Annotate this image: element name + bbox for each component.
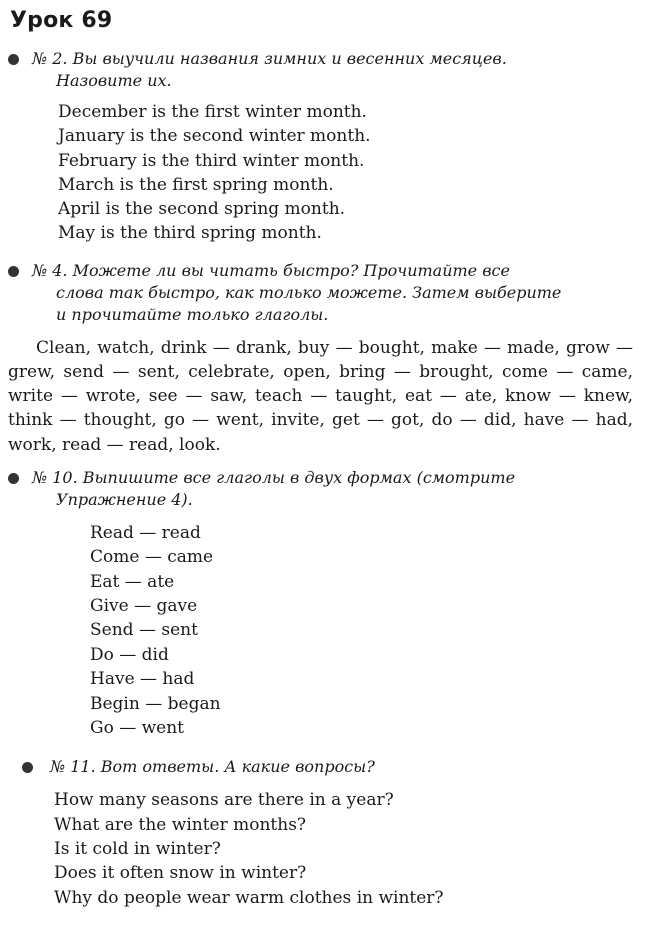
task-11: [8, 756, 633, 909]
task-2-lines: [58, 100, 633, 246]
task-2-number: № 2.: [32, 49, 68, 68]
verb-pair: Come — came: [90, 547, 214, 568]
task-4-heading-line-1: Можете ли вы читать быстро? Прочитайте все: [72, 260, 510, 280]
verb-pair: Give — gave: [90, 596, 198, 617]
lesson-title: Урок 69: [10, 8, 113, 33]
text-line: December is the first winter month.: [58, 102, 367, 122]
task-4-heading-line-2: слова так быстро, как только можете. Затем выберите: [56, 282, 562, 302]
task-4-heading-line-3: и прочитайте только глаголы.: [56, 304, 329, 324]
verb-pair: Do — did: [90, 644, 169, 665]
task-10-heading-line-1: Выпишите все глаголы в двух формах (смотрите: [82, 467, 516, 487]
question-line: Does it often snow in winter?: [54, 863, 307, 884]
verb-pair: Send — sent: [90, 620, 198, 641]
bullet-icon: [22, 762, 33, 773]
task-4-heading: [32, 260, 633, 326]
text-line: January is the second winter month.: [58, 126, 371, 147]
question-line: How many seasons are there in a year?: [54, 790, 394, 811]
text-line: April is the second spring month.: [58, 199, 346, 220]
task-11-heading: [50, 756, 633, 778]
verb-pair: Read — read: [90, 522, 201, 543]
bullet-icon: [8, 54, 19, 65]
text-line: May is the third spring month.: [58, 223, 322, 244]
task-11-heading-text: Вот ответы. А какие вопросы?: [100, 757, 375, 777]
task-10: [8, 467, 633, 741]
task-2-heading-line-1: Вы выучили названия зимних и весенних месяцев.: [72, 49, 507, 68]
text-line: February is the third winter month.: [58, 150, 365, 171]
task-4-number: № 4.: [32, 260, 68, 280]
task-2-heading-line-2: Назовите их.: [56, 71, 172, 90]
task-11-number: № 11.: [50, 757, 96, 777]
verb-pair: Begin — began: [90, 693, 221, 714]
question-line: Why do people wear warm clothes in winter?: [54, 887, 444, 908]
question-line: Is it cold in winter?: [54, 839, 221, 860]
task-2: [8, 48, 633, 246]
task-2-heading: [32, 48, 633, 92]
task-10-number: № 10.: [32, 467, 78, 487]
task-10-heading-line-2: Упражнение 4).: [56, 489, 193, 509]
question-line: What are the winter months?: [54, 814, 307, 835]
verb-pair: Have — had: [90, 669, 195, 690]
task-4: [8, 260, 633, 457]
bullet-icon: [8, 266, 19, 277]
task-11-lines: [54, 788, 633, 909]
task-10-heading: [32, 467, 633, 511]
task-4-paragraph: Clean, watch, drink — drank, buy — bought, make — made, grow — grew, send — sent, celebrate, open, bring — brought, come — came, write — wrote, see — saw, teach — taught, eat — ate, know — knew, think — thought, go — went, invite, get — got, do — did, have — had, work, read — read, look.: [8, 337, 633, 455]
text-line: March is the first spring month.: [58, 174, 334, 195]
verb-pair: Go — went: [90, 718, 185, 739]
task-10-verbs: [90, 521, 633, 741]
bullet-icon: [8, 473, 19, 484]
verb-pair: Eat — ate: [90, 571, 175, 592]
